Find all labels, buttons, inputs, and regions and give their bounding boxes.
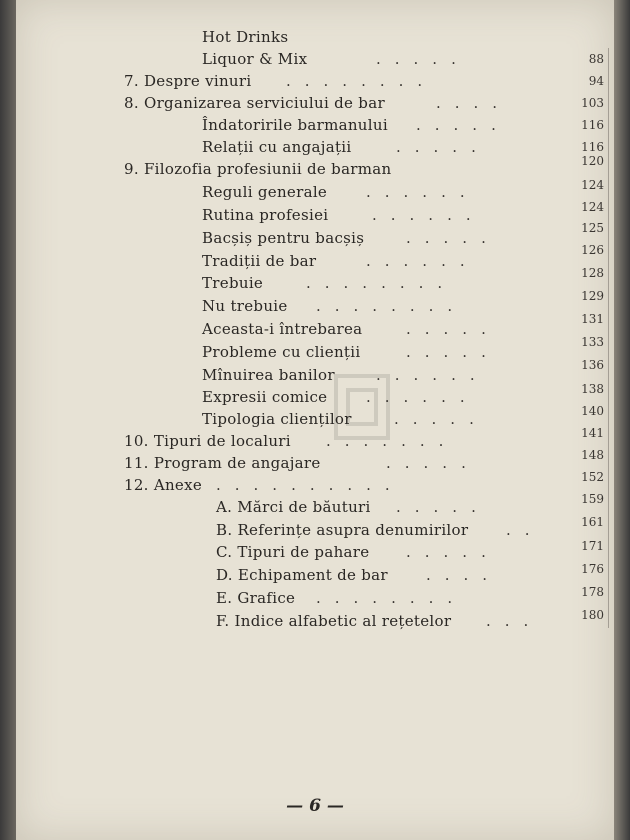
toc-page-number: 141 <box>581 426 604 440</box>
dot-leader: ...... <box>366 252 479 270</box>
dot-leader: ........ <box>306 274 457 292</box>
toc-entry: E. Grafice <box>216 589 296 607</box>
toc-entry: F. Indice alfabetic al rețetelor <box>216 612 452 630</box>
toc-entry: Rutina profesiei <box>202 206 329 224</box>
toc-entry: Relații cu angajații <box>202 138 352 156</box>
toc-entry: Reguli generale <box>202 183 328 201</box>
toc-entry: 9. Filozofia profesiunii de barman <box>124 160 392 178</box>
book-spine-shadow <box>0 0 16 840</box>
dot-leader: ..... <box>406 343 500 361</box>
toc-entry: Nu trebuie <box>202 297 288 315</box>
toc-entry: 7. Despre vinuri <box>124 72 252 90</box>
toc-page-number: 124 <box>581 178 604 192</box>
dot-leader: ..... <box>406 320 500 338</box>
toc-page-number: 180 <box>581 608 604 622</box>
toc-page-number: 120 <box>581 154 604 168</box>
page-footer-number: — 6 — <box>286 796 344 816</box>
facing-page-edge <box>614 0 630 840</box>
toc-entry: Îndatoririle barmanului <box>202 116 388 134</box>
dot-leader: ..... <box>396 138 490 156</box>
dot-leader: .... <box>436 94 512 112</box>
toc-entry: A. Mărci de băuturi <box>216 498 371 516</box>
toc-page-number: 116 <box>581 140 604 154</box>
toc-entry: Bacșiș pentru bacșiș <box>202 229 365 247</box>
dot-leader: ..... <box>406 543 500 561</box>
toc-entry: B. Referințe asupra denumirilor <box>216 521 469 539</box>
toc-page-number: 148 <box>581 448 604 462</box>
toc-page-number: 140 <box>581 404 604 418</box>
toc-page-number: 128 <box>581 266 604 280</box>
toc-page-number: 94 <box>588 74 604 88</box>
dot-leader: .......... <box>216 476 404 494</box>
toc-page-number: 171 <box>581 539 604 553</box>
dot-leader: ..... <box>394 410 488 428</box>
toc-page-number: 124 <box>581 200 604 214</box>
toc-page-number: 178 <box>581 585 604 599</box>
table-of-contents <box>16 0 614 700</box>
dot-leader: ...... <box>376 366 489 384</box>
toc-page-number: 103 <box>581 96 604 110</box>
toc-entry: D. Echipament de bar <box>216 566 388 584</box>
toc-page-number: 159 <box>581 492 604 506</box>
toc-page-number: 126 <box>581 243 604 257</box>
dot-leader: ..... <box>386 454 480 472</box>
toc-page-number: 176 <box>581 562 604 576</box>
dot-leader: ..... <box>406 229 500 247</box>
dot-leader: ..... <box>376 50 470 68</box>
dot-leader: ...... <box>372 206 485 224</box>
toc-page-number: 125 <box>581 221 604 235</box>
toc-entry: Mînuirea banilor <box>202 366 335 384</box>
toc-entry: 12. Anexe <box>124 476 203 494</box>
dot-leader: ....... <box>326 432 458 450</box>
book-page <box>16 0 614 840</box>
toc-entry: Tradiții de bar <box>202 252 317 270</box>
toc-entry: C. Tipuri de pahare <box>216 543 370 561</box>
toc-page-number: 133 <box>581 335 604 349</box>
dot-leader: .. <box>506 521 544 539</box>
dot-leader: ..... <box>396 498 490 516</box>
toc-entry: 10. Tipuri de localuri <box>124 432 291 450</box>
toc-entry: Expresii comice <box>202 388 328 406</box>
dot-leader: .... <box>426 566 502 584</box>
toc-page-number: 138 <box>581 382 604 396</box>
toc-entry: Probleme cu clienții <box>202 343 361 361</box>
dot-leader: ........ <box>286 72 437 90</box>
toc-page-number: 116 <box>581 118 604 132</box>
dot-leader: ........ <box>316 589 467 607</box>
toc-entry: 11. Program de angajare <box>124 454 321 472</box>
toc-entry: Trebuie <box>202 274 264 292</box>
toc-entry: Aceasta-i întrebarea <box>202 320 363 338</box>
toc-page-number: 161 <box>581 515 604 529</box>
dot-leader: ..... <box>416 116 510 134</box>
toc-page-number: 131 <box>581 312 604 326</box>
toc-entry: Liquor & Mix <box>202 50 308 68</box>
toc-page-number: 136 <box>581 358 604 372</box>
dot-leader: ...... <box>366 183 479 201</box>
toc-entry: 8. Organizarea serviciului de bar <box>124 94 385 112</box>
dot-leader: ...... <box>366 388 479 406</box>
toc-page-number: 152 <box>581 470 604 484</box>
toc-entry: Hot Drinks <box>202 28 289 46</box>
dot-leader: ... <box>486 612 543 630</box>
dot-leader: ........ <box>316 297 467 315</box>
toc-page-number: 129 <box>581 289 604 303</box>
toc-entry: Tipologia clienților <box>202 410 352 428</box>
toc-page-number: 88 <box>588 52 604 66</box>
